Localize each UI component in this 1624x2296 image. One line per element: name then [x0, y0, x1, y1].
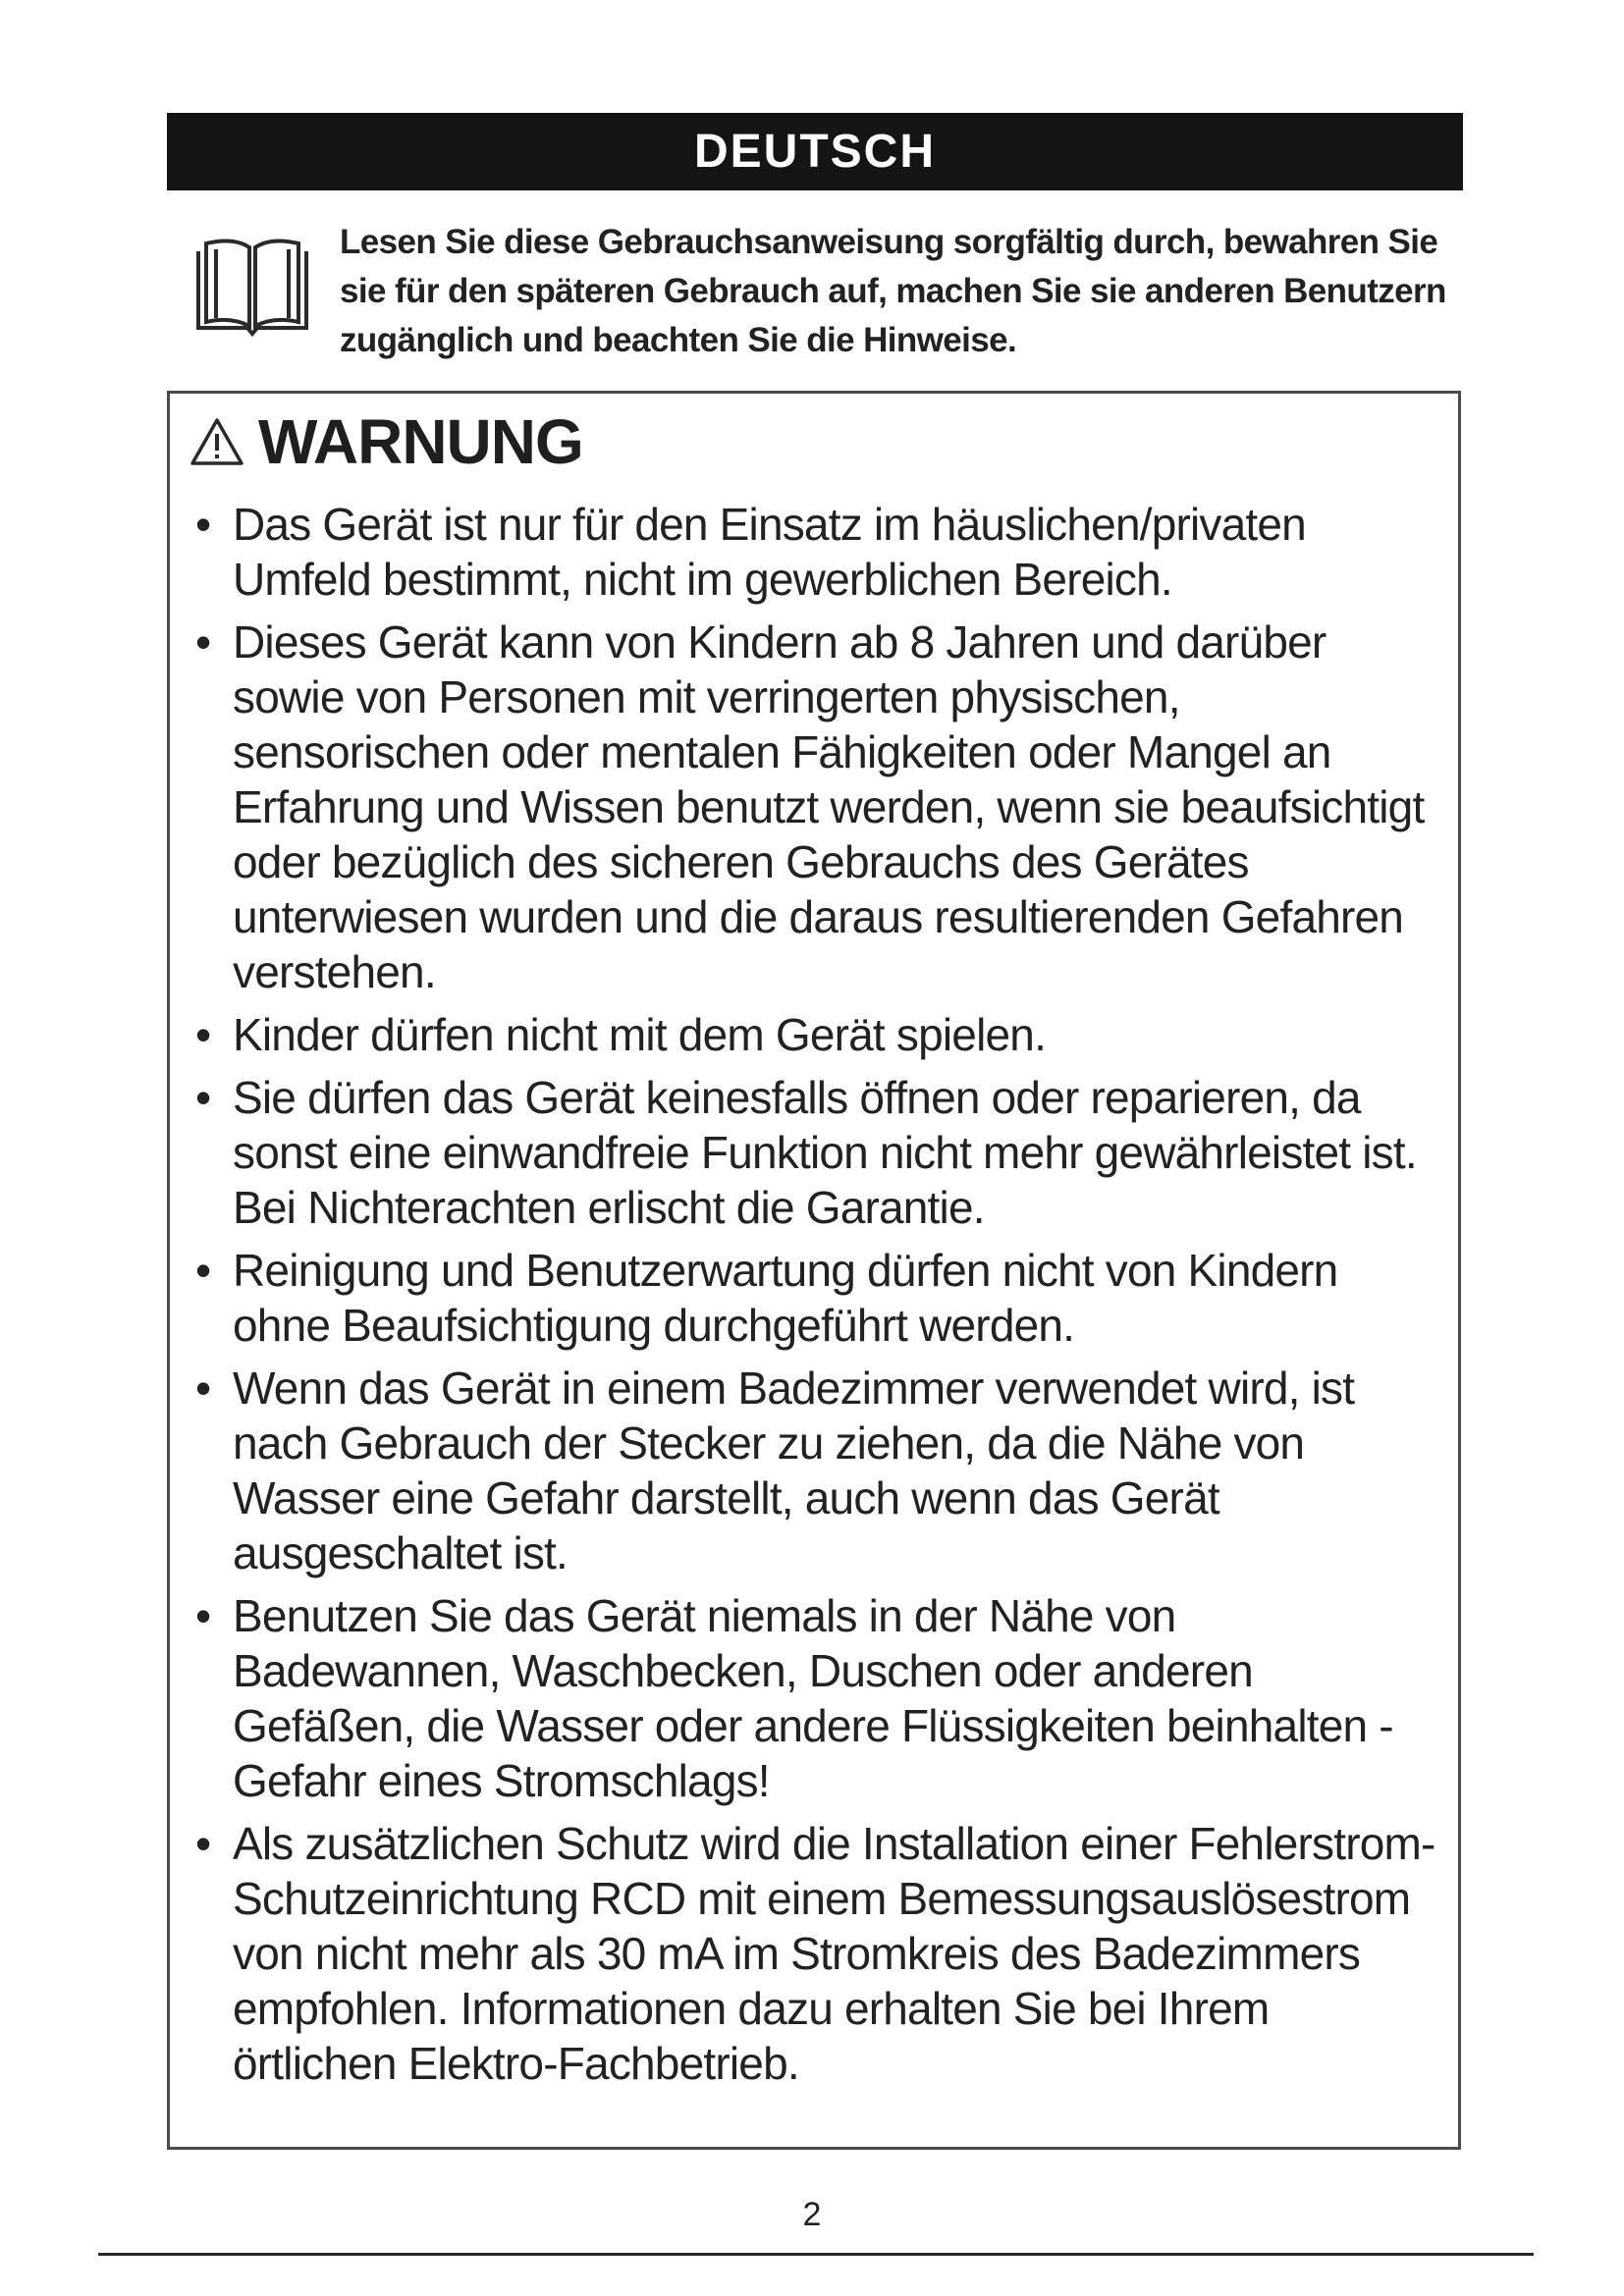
warning-item	[188, 1588, 1444, 1808]
warning-item-text: Das Gerät ist nur für den Einsatz im häuslichen/privaten Umfeld bestimmt, nicht im gewerblichen Bereich.	[233, 499, 1306, 605]
bullet-icon: •	[195, 1009, 211, 1060]
warning-heading	[189, 405, 583, 478]
warning-list	[188, 497, 1444, 2099]
bullet-icon: •	[195, 1362, 211, 1414]
warning-item	[188, 497, 1444, 607]
warning-item-text: Reinigung und Benutzerwartung dürfen nicht von Kindern ohne Beaufsichtigung durchgeführt werden.	[233, 1245, 1338, 1351]
bottom-divider	[98, 2253, 1534, 2256]
warning-item-text: Dieses Gerät kann von Kindern ab 8 Jahren und darüber sowie von Personen mit verringerten physischen, sensorischen oder mentalen Fähigkeiten oder Mangel an Erfahrung und Wissen benutzt werden, wenn sie beaufsichtigt oder bezüglich des sicheren Gebrauchs des Gerätes unterwiesen wurden und die daraus resultierenden Gefahren verstehen.	[233, 616, 1425, 997]
warning-item-text: Benutzen Sie das Gerät niemals in der Nähe von Badewannen, Waschbecken, Duschen oder anderen Gefäßen, die Wasser oder andere Flüssigkeiten beinhalten - Gefahr eines Stromschlags!	[233, 1590, 1393, 1806]
book-icon	[189, 230, 316, 340]
bullet-icon: •	[195, 499, 211, 550]
warning-item	[188, 1361, 1444, 1580]
warning-item-text: Wenn das Gerät in einem Badezimmer verwendet wird, ist nach Gebrauch der Stecker zu ziehen, da die Nähe von Wasser eine Gefahr darstellt, auch wenn das Gerät ausgeschaltet ist.	[233, 1362, 1355, 1578]
warning-item	[188, 1243, 1444, 1353]
language-header-bar	[167, 113, 1463, 190]
bullet-icon: •	[195, 1245, 211, 1296]
warning-triangle-icon	[189, 417, 244, 466]
read-instructions-notice	[167, 214, 1473, 371]
warning-item-text: Als zusätzlichen Schutz wird die Installation einer Fehlerstrom-Schutzeinrichtung RCD mit einem Bemessungsauslösestrom von nicht mehr als 30 mA im Stromkreis des Badezimmers empfohlen. Informationen dazu erhalten Sie bei Ihrem örtlichen Elektro-Fachbetrieb.	[233, 1818, 1435, 2089]
warning-item	[188, 1070, 1444, 1235]
bullet-icon: •	[195, 1590, 211, 1641]
warning-item-text: Kinder dürfen nicht mit dem Gerät spielen.	[233, 1009, 1047, 1060]
bullet-icon: •	[195, 616, 211, 667]
warning-title: WARNUNG	[258, 406, 583, 477]
bullet-icon: •	[195, 1072, 211, 1123]
read-notice-text: Lesen Sie diese Gebrauchsanweisung sorgfältig durch, bewahren Sie sie für den späteren Gebrauch auf, machen Sie sie anderen Benutzern zugänglich und beachten Sie die Hinweise.	[340, 223, 1446, 359]
warning-item	[188, 614, 1444, 999]
bullet-icon: •	[195, 1818, 211, 1869]
warning-item-text: Sie dürfen das Gerät keinesfalls öffnen oder reparieren, da sonst eine einwandfreie Funktion nicht mehr gewährleistet ist. Bei Nichterachten erlischt die Garantie.	[233, 1072, 1417, 1233]
warning-item	[188, 1816, 1444, 2091]
page-number: 2	[802, 2196, 822, 2233]
language-title: DEUTSCH	[693, 126, 936, 178]
warning-box	[167, 391, 1461, 2150]
warning-item	[188, 1007, 1444, 1062]
